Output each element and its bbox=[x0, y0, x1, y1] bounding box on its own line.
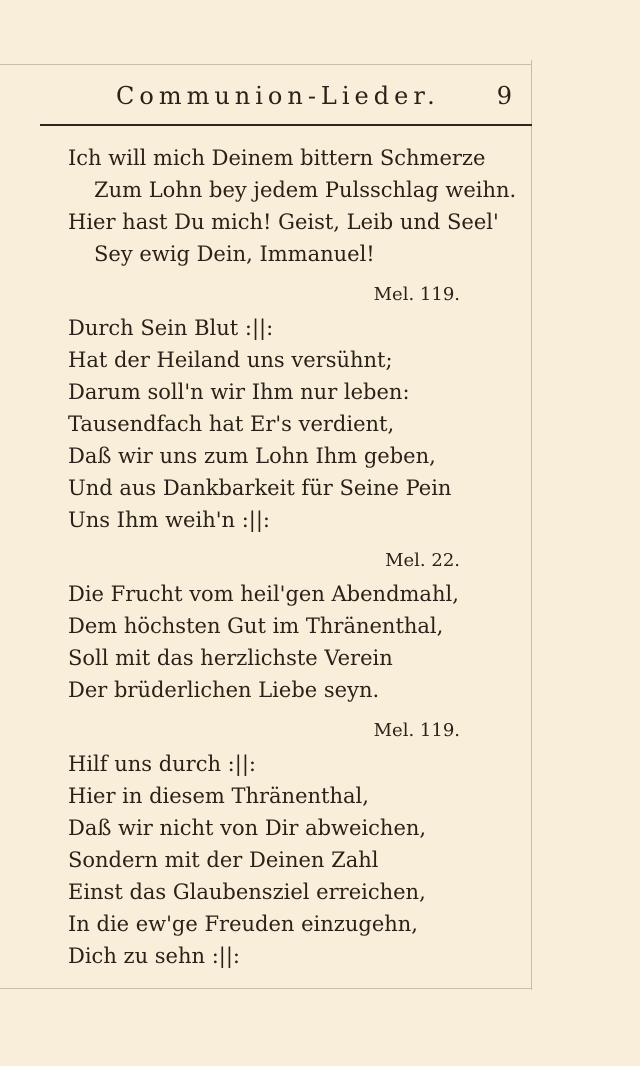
page-header bbox=[68, 80, 512, 116]
verse-line: Zum Lohn bey jedem Pulsschlag weihn. bbox=[94, 178, 517, 202]
verse-line: Dem höchsten Gut im Thränenthal, bbox=[68, 614, 444, 638]
verse-line: Einst das Glaubensziel erreichen, bbox=[68, 880, 426, 904]
verse-line: Ich will mich Deinem bittern Schmerze bbox=[68, 146, 486, 170]
stanza-4 bbox=[68, 748, 508, 972]
header-rule bbox=[40, 124, 532, 126]
top-margin-rule bbox=[0, 64, 532, 65]
stanza-3 bbox=[68, 578, 508, 706]
verse-line: Und aus Dankbarkeit für Seine Pein bbox=[68, 476, 452, 500]
verse-line: Daß wir uns zum Lohn Ihm geben, bbox=[68, 444, 436, 468]
melody-reference: Mel. 119. bbox=[373, 284, 460, 305]
hymn-text bbox=[68, 142, 517, 974]
verse-line: Tausendfach hat Er's verdient, bbox=[68, 412, 395, 436]
stanza-2 bbox=[68, 312, 508, 536]
verse-line: Durch Sein Blut :||: bbox=[68, 316, 274, 340]
verse-line: Daß wir nicht von Dir abweichen, bbox=[68, 816, 427, 840]
verse-line: Die Frucht vom heil'gen Abendmahl, bbox=[68, 582, 459, 606]
verse-line: Sondern mit der Deinen Zahl bbox=[68, 848, 379, 872]
verse-line: Hier hast Du mich! Geist, Leib und Seel' bbox=[68, 210, 499, 234]
running-title: Communion-Lieder. bbox=[116, 82, 440, 110]
stanza-1 bbox=[68, 142, 517, 270]
verse-line: Dich zu sehn :||: bbox=[68, 944, 241, 968]
verse-line: Der brüderlichen Liebe seyn. bbox=[68, 678, 380, 702]
verse-line: Hilf uns durch :||: bbox=[68, 752, 256, 776]
verse-line: Uns Ihm weih'n :||: bbox=[68, 508, 271, 532]
verse-line: In die ew'ge Freuden einzugehn, bbox=[68, 912, 418, 936]
verse-line: Darum soll'n wir Ihm nur leben: bbox=[68, 380, 410, 404]
page-number: 9 bbox=[496, 82, 512, 110]
verse-line: Soll mit das herzlichste Verein bbox=[68, 646, 393, 670]
melody-reference: Mel. 119. bbox=[373, 720, 460, 741]
verse-line: Hat der Heiland uns versühnt; bbox=[68, 348, 393, 372]
page-edge bbox=[531, 60, 532, 990]
bottom-margin-rule bbox=[0, 988, 532, 989]
melody-reference: Mel. 22. bbox=[385, 550, 460, 571]
verse-line: Sey ewig Dein, Immanuel! bbox=[94, 242, 375, 266]
verse-line: Hier in diesem Thränenthal, bbox=[68, 784, 369, 808]
